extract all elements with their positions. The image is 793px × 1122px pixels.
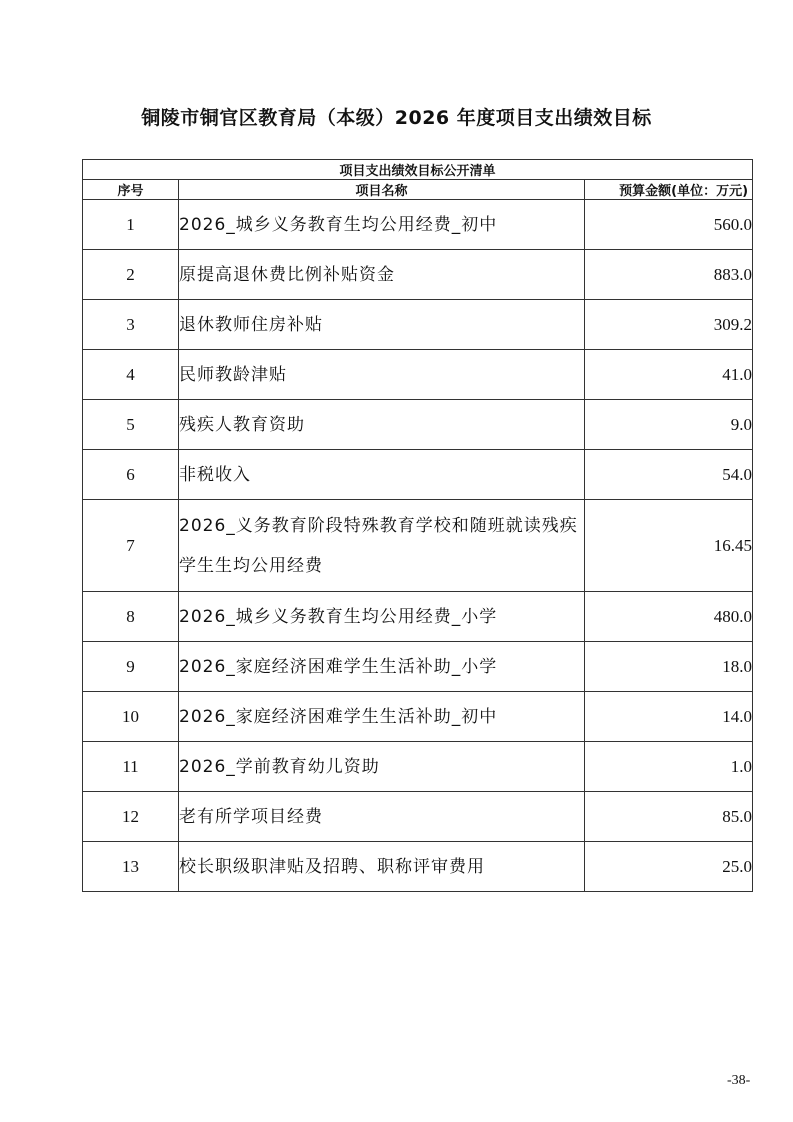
row-project-name: 民师教龄津贴	[179, 350, 585, 400]
table-row	[83, 200, 753, 250]
row-project-name: 2026_城乡义务教育生均公用经费_初中	[179, 200, 585, 250]
row-project-name: 校长职级职津贴及招聘、职称评审费用	[179, 842, 585, 892]
row-seq: 7	[83, 500, 179, 592]
row-project-name: 2026_家庭经济困难学生生活补助_小学	[179, 642, 585, 692]
row-seq: 4	[83, 350, 179, 400]
table-caption-row	[83, 160, 753, 180]
row-project-name: 退休教师住房补贴	[179, 300, 585, 350]
row-amount: 85.0	[585, 792, 753, 842]
table-body	[83, 200, 753, 892]
table-row	[83, 792, 753, 842]
table-header-row	[83, 180, 753, 200]
row-project-name: 2026_义务教育阶段特殊教育学校和随班就读残疾学生生均公用经费	[179, 500, 585, 592]
document-title: 铜陵市铜官区教育局（本级）2026 年度项目支出绩效目标	[141, 107, 652, 129]
table-row	[83, 250, 753, 300]
table-row	[83, 842, 753, 892]
row-project-name: 残疾人教育资助	[179, 400, 585, 450]
row-amount: 14.0	[585, 692, 753, 742]
row-project-name: 非税收入	[179, 450, 585, 500]
row-amount: 309.2	[585, 300, 753, 350]
row-project-name: 2026_学前教育幼儿资助	[179, 742, 585, 792]
performance-target-table	[82, 159, 753, 892]
row-seq: 9	[83, 642, 179, 692]
row-seq: 5	[83, 400, 179, 450]
amount-header: 预算金额(单位：万元)	[585, 180, 753, 200]
row-amount: 560.0	[585, 200, 753, 250]
row-seq: 2	[83, 250, 179, 300]
row-amount: 41.0	[585, 350, 753, 400]
row-amount: 480.0	[585, 592, 753, 642]
table-row	[83, 400, 753, 450]
table-row	[83, 300, 753, 350]
row-amount: 25.0	[585, 842, 753, 892]
row-seq: 12	[83, 792, 179, 842]
row-seq: 13	[83, 842, 179, 892]
seq-header: 序号	[83, 180, 179, 200]
row-seq: 1	[83, 200, 179, 250]
table-caption: 项目支出绩效目标公开清单	[83, 160, 753, 180]
row-project-name: 原提高退休费比例补贴资金	[179, 250, 585, 300]
row-amount: 16.45	[585, 500, 753, 592]
row-seq: 3	[83, 300, 179, 350]
table-row	[83, 692, 753, 742]
table-row	[83, 742, 753, 792]
row-project-name: 2026_城乡义务教育生均公用经费_小学	[179, 592, 585, 642]
row-seq: 10	[83, 692, 179, 742]
table-row	[83, 592, 753, 642]
row-amount: 9.0	[585, 400, 753, 450]
row-project-name: 老有所学项目经费	[179, 792, 585, 842]
row-amount: 54.0	[585, 450, 753, 500]
row-amount: 18.0	[585, 642, 753, 692]
page-number: -38-	[727, 1073, 751, 1088]
table-row	[83, 450, 753, 500]
row-amount: 883.0	[585, 250, 753, 300]
row-seq: 8	[83, 592, 179, 642]
table-row	[83, 642, 753, 692]
table-row	[83, 500, 753, 592]
row-amount: 1.0	[585, 742, 753, 792]
row-seq: 11	[83, 742, 179, 792]
table-row	[83, 350, 753, 400]
name-header: 项目名称	[179, 180, 585, 200]
row-seq: 6	[83, 450, 179, 500]
row-project-name: 2026_家庭经济困难学生生活补助_初中	[179, 692, 585, 742]
